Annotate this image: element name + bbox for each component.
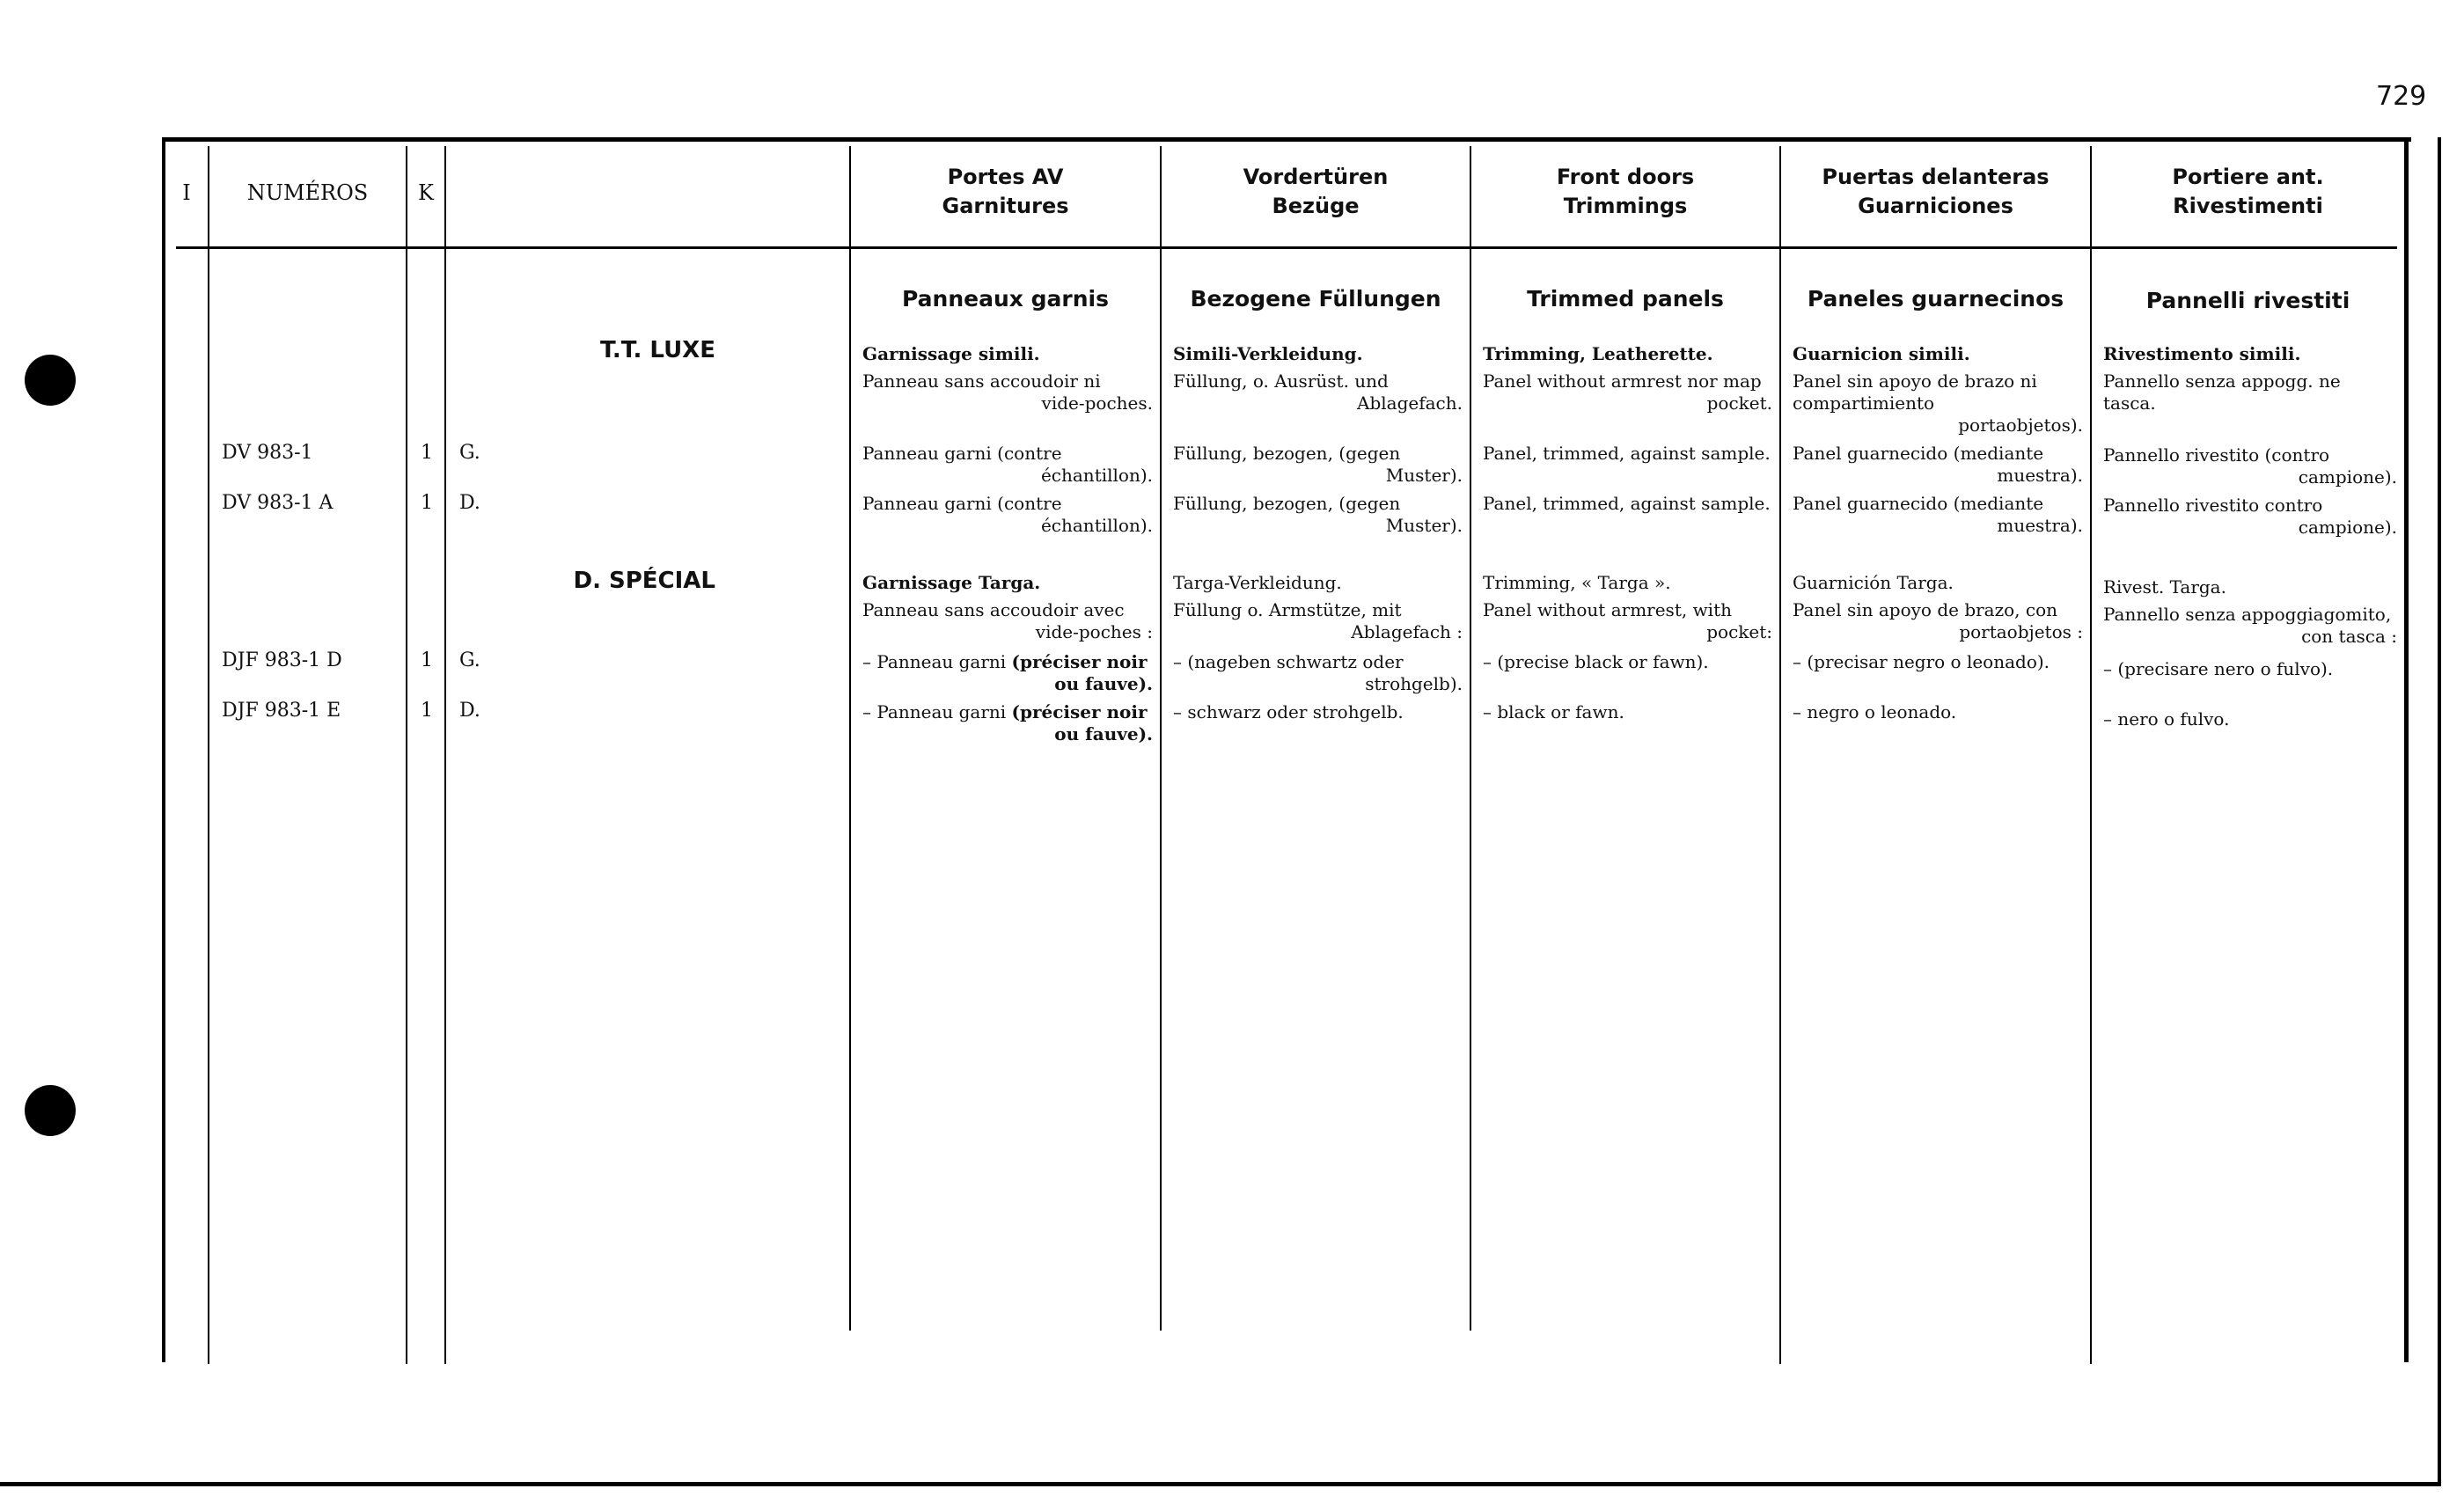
punch-hole-top (25, 355, 76, 406)
de-row-2 (1173, 493, 1463, 537)
en-special-title: Trimming, « Targa ». (1483, 572, 1671, 593)
subheading-en: Trimmed panels (1527, 286, 1724, 312)
group-tt-luxe: T.T. LUXE (600, 337, 715, 363)
de-row-1 (1173, 443, 1463, 487)
row-4-numero: DJF 983-1 E (222, 700, 341, 722)
row-3-k: 1 (421, 649, 433, 671)
it-row-2-line2: campione). (2298, 517, 2397, 538)
fr-special-block (862, 572, 1153, 643)
es-row-1-line2: muestra). (1997, 465, 2083, 486)
de-row-3-line1: – (nageben schwartz oder (1173, 651, 1404, 672)
header-en (1471, 163, 1779, 221)
en-luxe-line1: Panel without armrest nor map (1483, 370, 1762, 392)
de-special-block (1173, 572, 1463, 643)
en-luxe-block (1483, 343, 1772, 414)
row-1-side: G. (459, 442, 480, 464)
it-row-2-line1: Pannello rivestito contro (2103, 495, 2323, 516)
de-row-1-line1: Füllung, bezogen, (gegen (1173, 443, 1401, 464)
es-row-3 (1793, 651, 2083, 673)
it-luxe-title: Rivestimento simili. (2103, 343, 2301, 364)
fr-row-1 (862, 443, 1153, 487)
it-row-4-line1: – nero o fulvo. (2103, 708, 2230, 730)
it-row-3 (2103, 658, 2397, 680)
it-special-line2: con tasca : (2301, 626, 2397, 647)
fr-row-2-line2: échantillon). (1040, 515, 1153, 536)
col-divider-fr (1160, 146, 1162, 1331)
header-en-line1: Front doors (1556, 165, 1695, 189)
de-luxe-title: Simili-Verkleidung. (1173, 343, 1363, 364)
fr-row-4 (862, 701, 1153, 745)
it-row-3-line1: – (precisare nero o fulvo). (2103, 658, 2334, 679)
page-right-edge (2438, 137, 2441, 1482)
row-1-numero: DV 983-1 (222, 442, 313, 464)
es-row-2 (1793, 493, 2083, 537)
fr-special-line2: vide-poches : (1035, 621, 1153, 642)
header-es-line2: Guarniciones (1858, 194, 2013, 218)
en-special-block (1483, 572, 1772, 643)
fr-luxe-title: Garnissage simili. (862, 343, 1040, 364)
table-top-border (162, 137, 2411, 142)
fr-row-3 (862, 651, 1153, 695)
header-col-numeros: NUMÉROS (246, 180, 369, 205)
es-row-1 (1793, 443, 2083, 487)
punch-hole-bottom (25, 1085, 76, 1136)
es-special-block (1793, 572, 2083, 643)
es-luxe-block (1793, 343, 2083, 436)
fr-luxe-line1: Panneau sans accoudoir ni (862, 370, 1101, 392)
es-row-1-line1: Panel guarnecido (mediante (1793, 443, 2044, 464)
it-row-1-line1: Pannello rivestito (contro (2103, 444, 2330, 466)
es-special-line1: Panel sin apoyo de brazo, con (1793, 599, 2058, 620)
en-row-1 (1483, 443, 1772, 465)
es-row-4-line1: – negro o leonado. (1793, 701, 1957, 722)
header-it-line2: Rivestimenti (2173, 194, 2323, 218)
row-1-k: 1 (421, 442, 433, 464)
header-es (1781, 163, 2090, 221)
col-divider-numeros (406, 146, 407, 1364)
col-divider-designation (849, 146, 851, 1331)
de-row-4 (1173, 701, 1463, 723)
header-col-k: K (418, 180, 434, 205)
col-divider-es (2090, 146, 2092, 1364)
subheading-it: Pannelli rivestiti (2145, 288, 2350, 313)
col-divider-en (1779, 146, 1781, 1364)
es-luxe-line3: portaobjetos). (1958, 414, 2083, 436)
it-row-4 (2103, 708, 2397, 730)
de-luxe-block (1173, 343, 1463, 414)
es-special-title: Guarnición Targa. (1793, 572, 1954, 593)
col-divider-de (1470, 146, 1471, 1331)
row-2-numero: DV 983-1 A (222, 492, 334, 514)
de-special-line2: Ablagefach : (1351, 621, 1463, 642)
col-divider-i (208, 146, 209, 1364)
fr-special-title: Garnissage Targa. (862, 572, 1041, 593)
page-bottom-edge (0, 1482, 2441, 1486)
en-row-4-line1: – black or fawn. (1483, 701, 1624, 722)
de-row-3 (1173, 651, 1463, 695)
de-row-1-line2: Muster). (1385, 465, 1463, 486)
es-row-2-line2: muestra). (1997, 515, 2083, 536)
group-d-special: D. SPÉCIAL (573, 568, 715, 594)
header-separator (176, 246, 2397, 249)
it-luxe-block (2103, 343, 2397, 414)
en-row-1-line1: Panel, trimmed, against sample. (1483, 443, 1771, 464)
row-4-k: 1 (421, 700, 433, 722)
fr-row-4-line1b: (préciser noir (1011, 701, 1148, 722)
fr-row-3-line1b: (préciser noir (1011, 651, 1148, 672)
header-it-line1: Portiere ant. (2172, 165, 2324, 189)
subheading-fr: Panneaux garnis (902, 286, 1109, 312)
header-col-i: I (182, 180, 191, 205)
de-row-2-line1: Füllung, bezogen, (gegen (1173, 493, 1401, 514)
en-row-3-line1: – (precise black or fawn). (1483, 651, 1709, 672)
en-row-2-line1: Panel, trimmed, against sample. (1483, 493, 1771, 514)
de-special-line1: Füllung o. Armstütze, mit (1173, 599, 1402, 620)
table-left-border (162, 137, 165, 1362)
en-special-line2: pocket: (1706, 621, 1772, 642)
de-row-2-line2: Muster). (1385, 515, 1463, 536)
col-divider-k (444, 146, 446, 1364)
de-row-3-line2: strohgelb). (1365, 673, 1463, 694)
header-de (1162, 163, 1470, 221)
es-row-4 (1793, 701, 2083, 723)
fr-row-2 (862, 493, 1153, 537)
en-luxe-line2: pocket. (1706, 392, 1772, 414)
es-row-3-line1: – (precisar negro o leonado). (1793, 651, 2050, 672)
es-luxe-line1: Panel sin apoyo de brazo ni (1793, 370, 2037, 392)
header-fr (851, 163, 1160, 221)
it-row-1-line2: campione). (2298, 466, 2397, 488)
header-fr-line1: Portes AV (947, 165, 1064, 189)
de-luxe-line1: Füllung, o. Ausrüst. und (1173, 370, 1389, 392)
header-en-line2: Trimmings (1563, 194, 1688, 218)
en-special-line1: Panel without armrest, with (1483, 599, 1732, 620)
row-2-k: 1 (421, 492, 433, 514)
fr-row-3-line2: ou fauve). (1054, 673, 1153, 694)
fr-row-1-line1: Panneau garni (contre (862, 443, 1062, 464)
header-es-line1: Puertas delanteras (1822, 165, 2050, 189)
header-de-line2: Bezüge (1272, 194, 1360, 218)
page-number: 729 (2376, 81, 2427, 112)
header-fr-line2: Garnitures (942, 194, 1069, 218)
it-special-line1: Pannello senza appoggiagomito, (2103, 604, 2392, 625)
it-special-title: Rivest. Targa. (2103, 576, 2226, 598)
fr-row-2-line1: Panneau garni (contre (862, 493, 1062, 514)
table-right-border (2404, 137, 2409, 1362)
row-3-side: G. (459, 649, 480, 671)
header-it (2092, 163, 2404, 221)
es-row-2-line1: Panel guarnecido (mediante (1793, 493, 2044, 514)
de-row-4-line1: – schwarz oder strohgelb. (1173, 701, 1404, 722)
subheading-de: Bezogene Füllungen (1190, 286, 1441, 312)
es-luxe-line2: compartimiento (1793, 392, 1935, 414)
subheading-es: Paneles guarnecinos (1807, 286, 2064, 312)
header-de-line1: Vordertüren (1243, 165, 1389, 189)
de-special-title: Targa-Verkleidung. (1173, 572, 1342, 593)
it-luxe-line1: Pannello senza appogg. ne tasca. (2103, 370, 2341, 414)
it-row-1 (2103, 444, 2397, 488)
fr-row-1-line2: échantillon). (1040, 465, 1153, 486)
en-row-4 (1483, 701, 1772, 723)
row-2-side: D. (459, 492, 480, 514)
de-luxe-line2: Ablagefach. (1357, 392, 1463, 414)
it-special-block (2103, 576, 2397, 648)
fr-row-4-line1a: – Panneau garni (862, 701, 1012, 722)
fr-luxe-line2: vide-poches. (1041, 392, 1153, 414)
fr-row-3-line1a: – Panneau garni (862, 651, 1012, 672)
fr-luxe-block (862, 343, 1153, 414)
fr-row-4-line2: ou fauve). (1054, 723, 1153, 744)
en-row-3 (1483, 651, 1772, 673)
row-4-side: D. (459, 700, 480, 722)
en-luxe-title: Trimming, Leatherette. (1483, 343, 1713, 364)
es-special-line2: portaobjetos : (1959, 621, 2083, 642)
row-3-numero: DJF 983-1 D (222, 649, 342, 671)
en-row-2 (1483, 493, 1772, 515)
fr-special-line1: Panneau sans accoudoir avec (862, 599, 1125, 620)
es-luxe-title: Guarnicion simili. (1793, 343, 1970, 364)
it-row-2 (2103, 495, 2397, 539)
